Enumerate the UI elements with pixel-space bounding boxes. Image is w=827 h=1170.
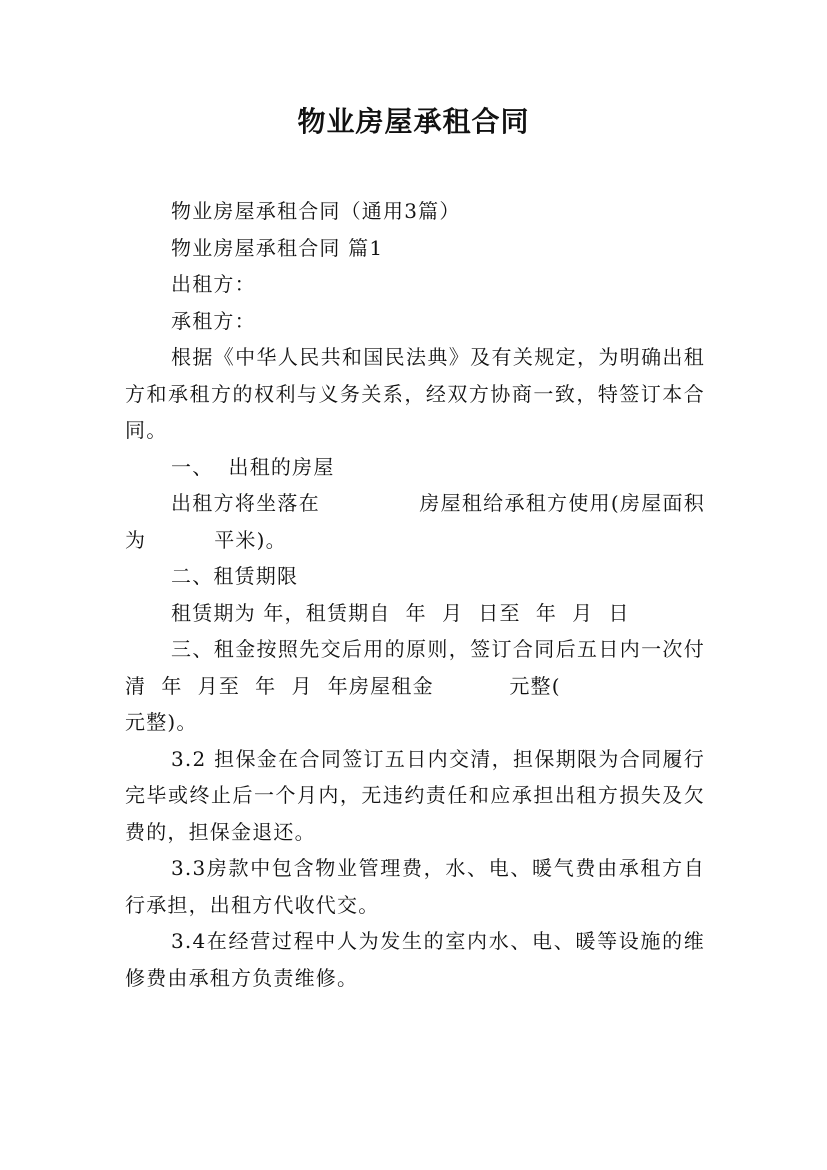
paragraph-clause-2-body: 租赁期为 年，租赁期自 年 月 日至 年 月 日	[171, 600, 630, 625]
paragraph-clause-3-continuation: 元整)。	[125, 710, 198, 734]
paragraph-heading: 物业房屋承租合同（通用3篇）	[171, 199, 461, 223]
paragraph-clause-3-body: 三、租金按照先交后用的原则，签订合同后五日内一次付清 年 月至 年 月 年房屋租金 元整(	[125, 637, 705, 698]
paragraph-clause-1-body: 出租方将坐落在 房屋租给承租方使用(房屋面积为 平米)。	[125, 491, 705, 552]
paragraph-clause-3-2: 3.2 担保金在合同签订五日内交清，担保期限为合同履行完毕或终止后一个月内，无违约责任和应承担出租方损失及欠费的，担保金退还。	[125, 746, 705, 844]
paragraph-clause-1-title: 一、 出租的房屋	[171, 454, 335, 479]
paragraph-clause-2-title: 二、租赁期限	[171, 564, 299, 588]
paragraph-lessee: 承租方：	[171, 308, 256, 333]
paragraph-clause-3-4: 3.4在经营过程中人为发生的室内水、电、暖等设施的维修费由承租方负责维修。	[125, 929, 705, 990]
paragraph-clause-3-3: 3.3房款中包含物业管理费，水、电、暖气费由承租方自行承担，出租方代收代交。	[125, 856, 705, 917]
document-title: 物业房屋承租合同	[297, 105, 530, 138]
paragraph-section-title: 物业房屋承租合同 篇1	[171, 235, 384, 260]
document-body	[125, 193, 705, 996]
paragraph-preamble: 根据《中华人民共和国民法典》及有关规定，为明确出租方和承租方的权利与义务关系，经双方协商一致，特签订本合同。	[125, 345, 705, 442]
paragraph-lessor: 出租方：	[171, 272, 256, 296]
